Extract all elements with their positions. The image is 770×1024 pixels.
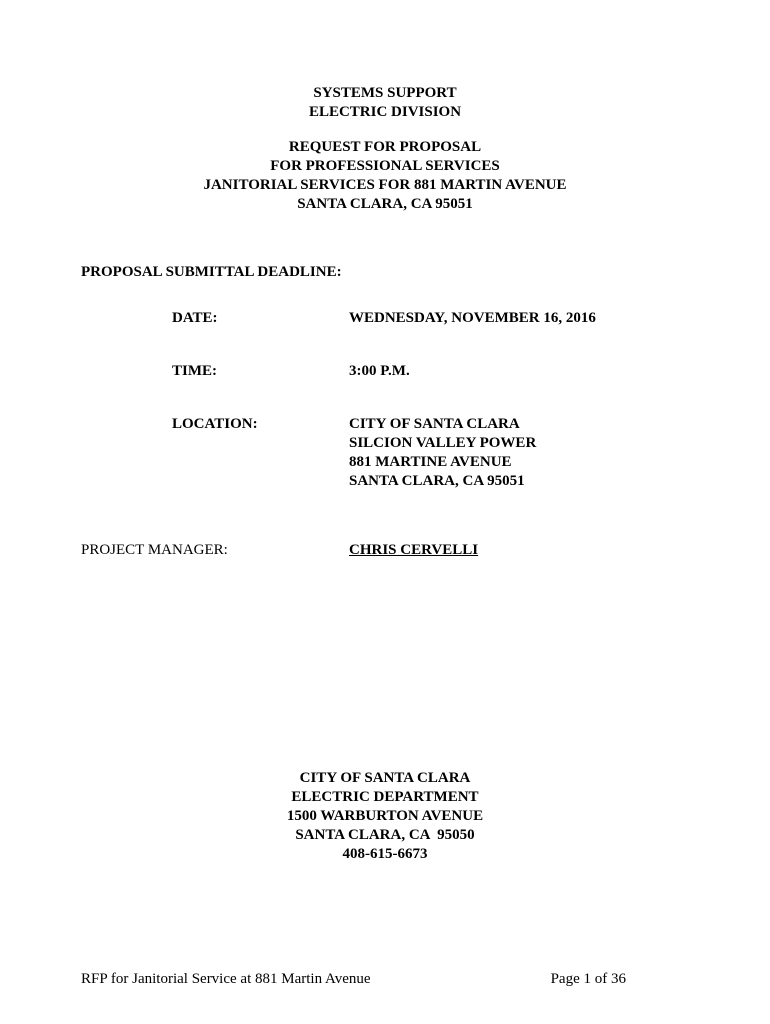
project-manager-name: CHRIS CERVELLI — [349, 542, 479, 558]
division-heading — [0, 84, 770, 122]
location-line: SANTA CLARA, CA 95051 — [349, 473, 525, 489]
page-number: Page 1 of 36 — [550, 971, 626, 987]
department-line: 1500 WARBURTON AVENUE — [286, 808, 484, 824]
rfp-title-line: FOR PROFESSIONAL SERVICES — [270, 158, 500, 174]
department-line: ELECTRIC DEPARTMENT — [291, 789, 479, 805]
division-heading-line: SYSTEMS SUPPORT — [313, 85, 457, 101]
rfp-title — [0, 138, 770, 214]
rfp-title-line: SANTA CLARA, CA 95051 — [297, 196, 473, 212]
location-address — [349, 415, 536, 491]
time-value: 3:00 P.M. — [349, 363, 410, 379]
location-line: SILCION VALLEY POWER — [349, 435, 537, 451]
department-address — [0, 769, 770, 864]
deadline-label: PROPOSAL SUBMITTAL DEADLINE: — [81, 264, 342, 280]
department-phone: 408-615-6673 — [342, 846, 428, 862]
date-label: DATE: — [172, 310, 218, 326]
date-value: WEDNESDAY, NOVEMBER 16, 2016 — [349, 310, 596, 326]
footer-title: RFP for Janitorial Service at 881 Martin Avenue — [81, 971, 371, 987]
rfp-title-line: JANITORIAL SERVICES FOR 881 MARTIN AVENUE — [203, 177, 567, 193]
division-heading-line: ELECTRIC DIVISION — [308, 104, 462, 120]
location-line: CITY OF SANTA CLARA — [349, 416, 520, 432]
location-line: 881 MARTINE AVENUE — [349, 454, 512, 470]
location-label: LOCATION: — [172, 416, 258, 432]
project-manager-label: PROJECT MANAGER: — [81, 542, 228, 558]
rfp-title-line: REQUEST FOR PROPOSAL — [288, 139, 482, 155]
department-line: CITY OF SANTA CLARA — [299, 770, 471, 786]
department-line: SANTA CLARA, CA 95050 — [295, 827, 475, 843]
time-label: TIME: — [172, 363, 217, 379]
